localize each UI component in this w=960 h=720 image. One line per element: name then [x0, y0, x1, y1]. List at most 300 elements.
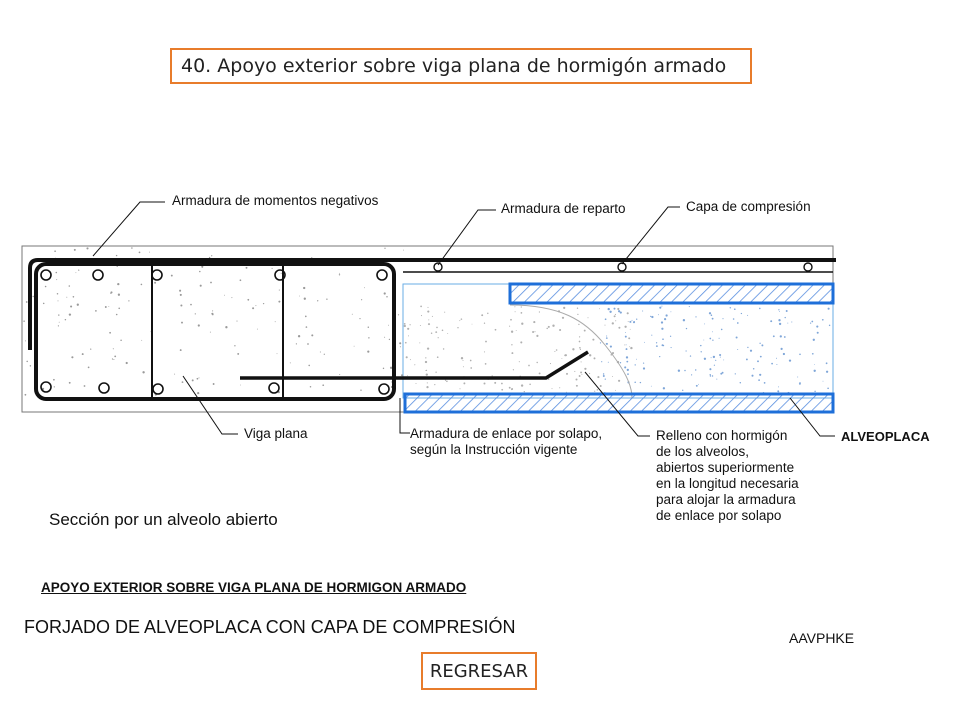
aggregate-speck: [56, 279, 57, 280]
aggregate-speck: [773, 335, 775, 337]
aggregate-speck: [399, 342, 401, 344]
aggregate-speck: [66, 297, 67, 298]
aggregate-speck: [658, 314, 659, 315]
aggregate-speck: [427, 307, 428, 308]
aggregate-speck: [521, 312, 523, 314]
aggregate-speck: [651, 335, 652, 336]
aggregate-speck: [126, 362, 128, 364]
aggregate-speck: [339, 274, 340, 275]
aggregate-speck: [354, 346, 355, 347]
aggregate-speck: [414, 364, 415, 365]
aggregate-speck: [26, 361, 28, 363]
aggregate-speck: [30, 365, 31, 366]
aggregate-speck: [69, 313, 71, 315]
aggregate-speck: [446, 380, 448, 382]
aggregate-speck: [670, 336, 671, 337]
aggregate-speck: [700, 345, 701, 346]
aggregate-speck: [626, 361, 628, 363]
aggregate-speck: [584, 330, 586, 332]
aggregate-speck: [579, 336, 580, 337]
aggregate-speck: [404, 323, 406, 325]
aggregate-speck: [426, 386, 428, 388]
aggregate-speck: [712, 340, 713, 341]
aggregate-speck: [182, 381, 184, 383]
aggregate-speck: [554, 351, 555, 352]
aggregate-speck: [403, 250, 404, 251]
aggregate-speck: [484, 351, 485, 352]
aggregate-speck: [390, 367, 392, 369]
aggregate-speck: [426, 370, 427, 371]
aggregate-speck: [626, 356, 628, 358]
aggregate-speck: [689, 306, 690, 307]
aggregate-speck: [281, 273, 282, 274]
aggregate-speck: [737, 349, 738, 350]
aggregate-speck: [58, 314, 59, 315]
caption-slab: FORJADO DE ALVEOPLACA CON CAPA DE COMPRESIÓN: [24, 617, 516, 637]
aggregate-speck: [398, 314, 399, 315]
aggregate-speck: [826, 371, 828, 373]
aggregate-speck: [307, 343, 309, 345]
aggregate-speck: [45, 286, 47, 288]
aggregate-speck: [520, 341, 522, 343]
aggregate-speck: [603, 373, 604, 374]
aggregate-speck: [548, 326, 550, 328]
aggregate-speck: [662, 338, 664, 340]
aggregate-speck: [578, 324, 579, 325]
aggregate-speck: [462, 360, 463, 361]
aggregate-speck: [277, 353, 278, 354]
aggregate-speck: [608, 308, 610, 310]
aggregate-speck: [737, 322, 739, 324]
aggregate-speck: [510, 319, 512, 321]
aggregate-speck: [408, 335, 409, 336]
aggregate-speck: [709, 368, 711, 370]
aggregate-speck: [43, 303, 45, 305]
aggregate-speck: [584, 368, 586, 370]
distribution-bars: [434, 263, 812, 271]
aggregate-speck: [252, 307, 254, 309]
aggregate-speck: [198, 324, 200, 326]
aggregate-speck: [199, 377, 200, 378]
aggregate-speck: [764, 382, 766, 384]
aggregate-speck: [605, 378, 606, 379]
aggregate-speck: [643, 367, 645, 369]
aggregate-speck: [559, 387, 560, 388]
aggregate-speck: [521, 323, 523, 325]
label-lap-splice: [410, 426, 602, 458]
aggregate-speck: [588, 317, 589, 318]
aggregate-speck: [236, 321, 237, 322]
aggregate-speck: [383, 368, 384, 369]
aggregate-speck: [617, 308, 619, 310]
label-infill: [656, 428, 799, 524]
aggregate-speck: [615, 320, 616, 321]
aggregate-speck: [409, 324, 410, 325]
label-infill-line: en la longitud necesaria: [656, 476, 799, 491]
aggregate-speck: [234, 345, 235, 346]
aggregate-speck: [630, 347, 632, 349]
aggregate-speck: [495, 329, 497, 331]
aggregate-speck: [299, 296, 300, 297]
aggregate-speck: [339, 374, 340, 375]
aggregate-speck: [651, 316, 653, 318]
aggregate-speck: [671, 347, 672, 348]
aggregate-speck: [811, 321, 813, 323]
aggregate-speck: [640, 382, 641, 383]
aggregate-speck: [141, 284, 143, 286]
aggregate-speck: [770, 320, 772, 322]
aggregate-speck: [624, 344, 625, 345]
aggregate-speck: [310, 386, 312, 388]
aggregate-speck: [776, 358, 777, 359]
aggregate-speck: [25, 340, 26, 341]
aggregate-speck: [501, 383, 503, 385]
aggregate-speck: [710, 375, 711, 376]
aggregate-speck: [306, 326, 308, 328]
aggregate-speck: [279, 290, 280, 291]
aggregate-speck: [171, 275, 173, 277]
aggregate-speck: [86, 247, 88, 249]
aggregate-speck: [592, 339, 594, 341]
aggregate-speck: [827, 387, 829, 389]
aggregate-speck: [445, 380, 446, 381]
aggregate-speck: [750, 350, 752, 352]
aggregate-speck: [484, 383, 486, 385]
aggregate-speck: [751, 375, 753, 377]
aggregate-speck: [472, 324, 473, 325]
aggregate-speck: [759, 374, 761, 376]
aggregate-speck: [615, 314, 616, 315]
aggregate-speck: [386, 296, 388, 298]
aggregate-speck: [487, 313, 488, 314]
aggregate-speck: [704, 358, 706, 360]
aggregate-speck: [659, 307, 661, 309]
aggregate-speck: [95, 310, 97, 312]
aggregate-speck: [105, 306, 107, 308]
aggregate-speck: [303, 287, 305, 289]
aggregate-speck: [513, 369, 514, 370]
aggregate-speck: [661, 328, 663, 330]
aggregate-speck: [814, 391, 815, 392]
aggregate-speck: [723, 359, 724, 360]
aggregate-speck: [686, 328, 687, 329]
aggregate-speck: [210, 282, 212, 284]
aggregate-speck: [574, 371, 575, 372]
aggregate-speck: [56, 272, 58, 274]
aggregate-speck: [546, 328, 548, 330]
aggregate-speck: [142, 371, 144, 373]
aggregate-speck: [720, 357, 721, 358]
aggregate-speck: [823, 381, 824, 382]
aggregate-speck: [427, 311, 429, 313]
aggregate-speck: [715, 360, 716, 361]
aggregate-speck: [539, 372, 541, 374]
aggregate-speck: [225, 326, 227, 328]
aggregate-speck: [511, 389, 512, 390]
aggregate-speck: [618, 380, 620, 382]
aggregate-speck: [212, 310, 213, 311]
aggregate-speck: [110, 292, 111, 293]
aggregate-speck: [88, 367, 90, 369]
aggregate-speck: [759, 343, 760, 344]
aggregate-speck: [644, 342, 645, 343]
aggregate-speck: [577, 314, 578, 315]
aggregate-speck: [733, 318, 735, 320]
aggregate-speck: [785, 317, 786, 318]
aggregate-speck: [427, 347, 429, 349]
aggregate-speck: [359, 318, 360, 319]
aggregate-speck: [255, 305, 256, 306]
aggregate-speck: [664, 318, 666, 320]
aggregate-speck: [734, 308, 736, 310]
aggregate-speck: [740, 382, 741, 383]
aggregate-speck: [741, 313, 742, 314]
aggregate-speck: [817, 332, 819, 334]
aggregate-speck: [339, 273, 340, 274]
aggregate-speck: [650, 316, 651, 317]
aggregate-speck: [614, 308, 616, 310]
aggregate-speck: [180, 304, 182, 306]
aggregate-speck: [210, 332, 211, 333]
aggregate-speck: [606, 343, 608, 345]
aggregate-speck: [662, 344, 664, 346]
aggregate-speck: [656, 345, 658, 347]
aggregate-speck: [682, 390, 683, 391]
aggregate-speck: [696, 385, 698, 387]
aggregate-speck: [632, 320, 633, 321]
aggregate-speck: [511, 331, 513, 333]
aggregate-speck: [23, 320, 25, 322]
aggregate-speck: [577, 308, 578, 309]
aggregate-speck: [563, 307, 565, 309]
aggregate-speck: [614, 315, 616, 317]
aggregate-speck: [368, 326, 369, 327]
caption-section: Sección por un alveolo abierto: [49, 510, 278, 529]
aggregate-speck: [539, 311, 540, 312]
aggregate-speck: [247, 299, 249, 301]
aggregate-speck: [633, 321, 635, 323]
back-button[interactable]: REGRESAR: [421, 652, 537, 690]
aggregate-speck: [736, 336, 738, 338]
aggregate-speck: [442, 330, 444, 332]
aggregate-speck: [420, 306, 422, 308]
aggregate-speck: [618, 310, 620, 312]
aggregate-speck: [629, 321, 631, 323]
aggregate-speck: [57, 293, 59, 295]
aggregate-speck: [76, 272, 77, 273]
aggregate-speck: [407, 328, 409, 330]
aggregate-speck: [514, 306, 515, 307]
aggregate-speck: [459, 320, 460, 321]
aggregate-speck: [401, 374, 403, 376]
aggregate-speck: [25, 394, 27, 396]
aggregate-speck: [779, 311, 780, 312]
aggregate-speck: [695, 316, 696, 317]
aggregate-speck: [197, 392, 199, 394]
aggregate-speck: [556, 349, 558, 351]
aggregate-speck: [213, 383, 215, 385]
aggregate-speck: [82, 353, 84, 355]
aggregate-speck: [114, 355, 116, 357]
aggregate-speck: [636, 319, 637, 320]
aggregate-speck: [576, 379, 578, 381]
aggregate-speck: [197, 378, 199, 380]
caption-support: APOYO EXTERIOR SOBRE VIGA PLANA DE HORMIGON ARMADO: [41, 580, 467, 595]
aggregate-speck: [436, 327, 438, 329]
aggregate-speck: [561, 358, 562, 359]
drawing-code: AAVPHKE: [789, 630, 855, 646]
aggregate-speck: [698, 384, 699, 385]
aggregate-speck: [384, 248, 385, 249]
aggregate-speck: [90, 348, 91, 349]
aggregate-speck: [54, 250, 56, 252]
label-infill-line: de enlace por solapo: [656, 508, 782, 523]
aggregate-speck: [594, 391, 595, 392]
aggregate-speck: [778, 309, 779, 310]
aggregate-speck: [600, 385, 602, 387]
concrete-texture: [23, 247, 830, 395]
aggregate-speck: [118, 294, 120, 296]
top-flange: [510, 284, 833, 303]
aggregate-speck: [670, 311, 671, 312]
aggregate-speck: [603, 375, 605, 377]
aggregate-speck: [84, 385, 86, 387]
aggregate-speck: [624, 326, 626, 328]
aggregate-speck: [463, 382, 465, 384]
aggregate-speck: [485, 363, 487, 365]
aggregate-speck: [278, 301, 280, 303]
aggregate-speck: [625, 336, 627, 338]
aggregate-speck: [120, 340, 122, 342]
aggregate-speck: [53, 379, 55, 381]
aggregate-speck: [810, 322, 811, 323]
aggregate-speck: [71, 356, 73, 358]
aggregate-speck: [704, 323, 705, 324]
aggregate-speck: [626, 344, 627, 345]
aggregate-speck: [116, 314, 118, 316]
aggregate-speck: [509, 326, 510, 327]
aggregate-speck: [435, 372, 436, 373]
aggregate-speck: [610, 346, 612, 348]
aggregate-speck: [434, 384, 435, 385]
aggregate-speck: [368, 337, 369, 338]
aggregate-speck: [511, 344, 512, 345]
aggregate-speck: [311, 334, 313, 336]
aggregate-speck: [69, 285, 71, 287]
aggregate-speck: [113, 348, 114, 349]
aggregate-speck: [781, 348, 783, 350]
aggregate-speck: [620, 362, 621, 363]
aggregate-speck: [463, 366, 464, 367]
aggregate-speck: [420, 325, 421, 326]
aggregate-speck: [559, 329, 561, 331]
aggregate-speck: [760, 356, 762, 358]
aggregate-speck: [753, 368, 755, 370]
aggregate-speck: [432, 316, 433, 317]
aggregate-speck: [536, 335, 538, 337]
aggregate-speck: [597, 376, 599, 378]
aggregate-speck: [683, 319, 685, 321]
aggregate-speck: [636, 359, 637, 360]
aggregate-speck: [128, 300, 129, 301]
aggregate-speck: [200, 285, 202, 287]
aggregate-speck: [814, 370, 816, 372]
aggregate-speck: [533, 321, 535, 323]
aggregate-speck: [628, 321, 629, 322]
aggregate-speck: [784, 336, 786, 338]
aggregate-speck: [524, 391, 525, 392]
aggregate-speck: [643, 362, 644, 363]
aggregate-speck: [606, 335, 607, 336]
aggregate-speck: [711, 314, 713, 316]
aggregate-speck: [521, 306, 522, 307]
aggregate-speck: [109, 332, 111, 334]
negative-moment-bar: [30, 260, 836, 350]
aggregate-speck: [600, 342, 601, 343]
aggregate-speck: [651, 386, 652, 387]
aggregate-speck: [691, 374, 692, 375]
aggregate-speck: [709, 312, 711, 314]
aggregate-speck: [384, 292, 386, 294]
aggregate-speck: [426, 373, 428, 375]
aggregate-speck: [367, 351, 369, 353]
aggregate-speck: [609, 311, 611, 313]
aggregate-speck: [272, 268, 273, 269]
aggregate-speck: [389, 339, 390, 340]
aggregate-speck: [421, 315, 422, 316]
aggregate-speck: [787, 323, 788, 324]
aggregate-speck: [246, 267, 248, 269]
aggregate-speck: [511, 352, 513, 354]
aggregate-speck: [564, 354, 566, 356]
aggregate-speck: [625, 332, 626, 333]
aggregate-speck: [534, 331, 535, 332]
aggregate-speck: [634, 381, 636, 383]
aggregate-speck: [139, 252, 141, 254]
aggregate-speck: [642, 310, 643, 311]
aggregate-speck: [428, 319, 429, 320]
aggregate-speck: [305, 316, 307, 318]
aggregate-speck: [579, 347, 581, 349]
aggregate-speck: [562, 317, 564, 319]
aggregate-speck: [601, 361, 602, 362]
aggregate-speck: [627, 312, 629, 314]
aggregate-speck: [799, 383, 801, 385]
aggregate-speck: [826, 362, 828, 364]
aggregate-speck: [118, 307, 120, 309]
aggregate-speck: [459, 388, 460, 389]
aggregate-speck: [579, 341, 581, 343]
aggregate-speck: [70, 305, 72, 307]
aggregate-speck: [501, 389, 503, 391]
aggregate-speck: [494, 382, 496, 384]
aggregate-speck: [240, 279, 242, 281]
aggregate-speck: [485, 341, 487, 343]
aggregate-speck: [612, 322, 614, 324]
aggregate-speck: [298, 335, 300, 337]
aggregate-speck: [552, 325, 554, 327]
aggregate-speck: [179, 290, 181, 292]
aggregate-speck: [320, 351, 321, 352]
aggregate-speck: [431, 333, 432, 334]
aggregate-speck: [257, 329, 258, 330]
aggregate-speck: [192, 379, 194, 381]
label-infill-line: de los alveolos,: [656, 444, 750, 459]
aggregate-speck: [628, 337, 630, 339]
aggregate-speck: [516, 330, 517, 331]
aggregate-speck: [461, 318, 463, 320]
aggregate-speck: [364, 287, 365, 288]
